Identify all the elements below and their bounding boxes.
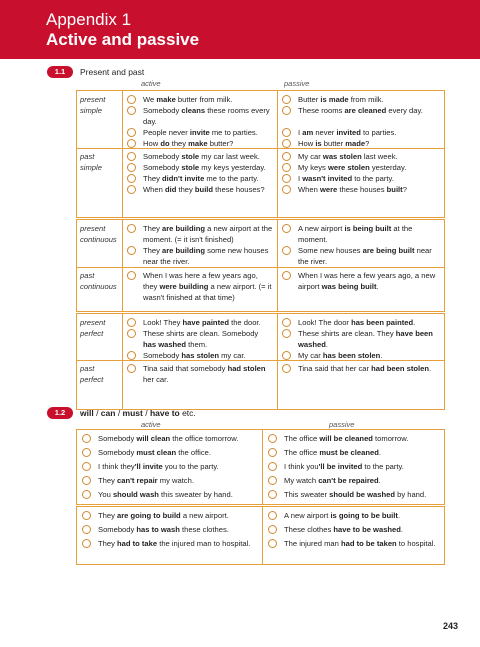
active-example — [82, 475, 258, 486]
bullet-circle-icon — [282, 271, 291, 280]
column-divider — [277, 220, 278, 311]
example-sentence: When were these houses built? — [298, 185, 407, 194]
example-sentence: They are building some new houses near the river. — [143, 246, 269, 266]
bullet-circle-icon — [268, 434, 277, 443]
bullet-circle-icon — [268, 448, 277, 457]
active-example — [127, 105, 273, 127]
bullet-circle-icon — [82, 448, 91, 457]
table-perfect — [76, 313, 445, 410]
example-sentence: A new airport is being built at the moment. — [298, 224, 413, 244]
example-sentence: This sweater should be washed by hand. — [284, 490, 427, 499]
example-sentence: Look! They have painted the door. — [143, 318, 261, 327]
example-sentence: When I was here a few years ago, they were building a new airport. (= it wasn't finished at that time) — [143, 271, 272, 302]
bullet-circle-icon — [127, 163, 136, 172]
bullet-circle-icon — [282, 163, 291, 172]
passive-heading: passive — [284, 79, 310, 88]
active-example — [127, 245, 273, 267]
bullet-circle-icon — [282, 364, 291, 373]
bullet-circle-icon — [268, 539, 277, 548]
example-sentence: Somebody stole my keys yesterday. — [143, 163, 266, 172]
example-sentence: The injured man had to be taken to hospital. — [284, 539, 436, 548]
bullet-circle-icon — [82, 525, 91, 534]
example-sentence: Somebody must clean the office. — [98, 448, 211, 457]
bullet-circle-icon — [282, 224, 291, 233]
active-heading-2: active — [141, 420, 161, 429]
section-title-1-1: Present and past — [80, 67, 145, 77]
tense-label: past perfect — [80, 364, 104, 384]
active-example — [127, 173, 273, 184]
active-example — [82, 524, 258, 535]
example-sentence: Tina said that somebody had stolen her car. — [143, 364, 266, 384]
bullet-circle-icon — [282, 174, 291, 183]
passive-example — [282, 162, 440, 173]
bullet-circle-icon — [127, 271, 136, 280]
bullet-circle-icon — [127, 139, 136, 148]
example-sentence: Somebody has stolen my car. — [143, 351, 246, 360]
example-sentence: I think you'll be invited to the party. — [284, 462, 404, 471]
column-divider — [262, 507, 263, 564]
passive-example — [268, 524, 440, 535]
bullet-circle-icon — [268, 525, 277, 534]
active-example — [82, 447, 258, 458]
active-example — [82, 489, 258, 500]
column-divider — [122, 91, 123, 217]
bullet-circle-icon — [82, 511, 91, 520]
bullet-circle-icon — [282, 185, 291, 194]
bullet-circle-icon — [282, 329, 291, 338]
table-modals — [76, 429, 445, 505]
table-going-to — [76, 506, 445, 565]
example-sentence: They are going to build a new airport. — [98, 511, 229, 520]
table-present-past-simple — [76, 90, 445, 218]
example-sentence: When did they build these houses? — [143, 185, 265, 194]
bullet-circle-icon — [282, 139, 291, 148]
active-example — [82, 538, 258, 549]
appendix-header — [0, 0, 480, 59]
example-sentence: A new airport is going to be built. — [284, 511, 401, 520]
active-example — [82, 461, 258, 472]
example-sentence: How is butter made? — [298, 139, 370, 148]
bullet-circle-icon — [282, 128, 291, 137]
example-sentence: Look! The door has been painted. — [298, 318, 416, 327]
active-example — [82, 433, 258, 444]
passive-example — [268, 510, 440, 521]
example-sentence: I think they'll invite you to the party. — [98, 462, 219, 471]
bullet-circle-icon — [127, 185, 136, 194]
section-badge-1-2: 1.2 — [47, 407, 73, 419]
page-number: 243 — [442, 621, 458, 631]
example-sentence: My car was stolen last week. — [298, 152, 398, 161]
column-divider — [262, 430, 263, 504]
example-sentence: How do they make butter? — [143, 139, 234, 148]
column-divider — [122, 220, 123, 311]
divider — [77, 360, 444, 361]
active-example — [127, 270, 273, 303]
bullet-circle-icon — [268, 511, 277, 520]
bullet-circle-icon — [127, 128, 136, 137]
divider — [77, 267, 444, 268]
example-sentence: You should wash this sweater by hand. — [98, 490, 233, 499]
active-example — [127, 223, 273, 245]
example-sentence: We make butter from milk. — [143, 95, 233, 104]
bullet-circle-icon — [82, 539, 91, 548]
tense-label: present simple — [80, 95, 106, 115]
example-sentence: People never invite me to parties. — [143, 128, 258, 137]
example-sentence: They had to take the injured man to hospital. — [98, 539, 251, 548]
active-example — [82, 510, 258, 521]
active-example — [127, 162, 273, 173]
bullet-circle-icon — [127, 152, 136, 161]
active-example — [127, 94, 273, 105]
example-sentence: These shirts are clean. Somebody has washed them. — [143, 329, 259, 349]
bullet-circle-icon — [282, 95, 291, 104]
passive-example — [282, 245, 440, 267]
example-sentence: My keys were stolen yesterday. — [298, 163, 407, 172]
column-divider — [277, 91, 278, 217]
passive-example — [282, 151, 440, 162]
example-sentence: Butter is made from milk. — [298, 95, 384, 104]
example-sentence: The office will be cleaned tomorrow. — [284, 434, 409, 443]
example-sentence: Some new houses are being built near the river. — [298, 246, 432, 266]
bullet-circle-icon — [282, 246, 291, 255]
bullet-circle-icon — [268, 476, 277, 485]
column-divider — [122, 314, 123, 409]
example-sentence: These shirts are clean. They have been washed. — [298, 329, 433, 349]
active-example — [127, 184, 273, 195]
passive-example — [268, 538, 440, 549]
example-sentence: Somebody will clean the office tomorrow. — [98, 434, 239, 443]
passive-example — [268, 461, 440, 472]
active-example — [127, 317, 273, 328]
bullet-circle-icon — [127, 351, 136, 360]
passive-example — [282, 127, 440, 138]
bullet-circle-icon — [127, 246, 136, 255]
passive-example — [268, 475, 440, 486]
example-sentence: They can't repair my watch. — [98, 476, 194, 485]
bullet-circle-icon — [82, 490, 91, 499]
bullet-circle-icon — [127, 329, 136, 338]
tense-label: past continuous — [80, 271, 117, 291]
passive-example — [282, 363, 440, 374]
tense-label: present perfect — [80, 318, 106, 338]
tense-label: present continuous — [80, 224, 117, 244]
passive-example — [268, 489, 440, 500]
bullet-circle-icon — [82, 462, 91, 471]
column-divider — [277, 314, 278, 409]
active-heading: active — [141, 79, 161, 88]
passive-example — [282, 317, 440, 328]
example-sentence: Somebody has to wash these clothes. — [98, 525, 229, 534]
bullet-circle-icon — [282, 318, 291, 327]
example-sentence: Somebody stole my car last week. — [143, 152, 260, 161]
bullet-circle-icon — [82, 476, 91, 485]
active-example — [127, 151, 273, 162]
section-badge-1-1: 1.1 — [47, 66, 73, 78]
table-continuous — [76, 219, 445, 312]
bullet-circle-icon — [282, 351, 291, 360]
example-sentence: My watch can't be repaired. — [284, 476, 381, 485]
example-sentence: These clothes have to be washed. — [284, 525, 404, 534]
example-sentence: The office must be cleaned. — [284, 448, 381, 457]
divider — [77, 148, 444, 149]
section-title-1-2: will / can / must / have to etc. — [80, 408, 196, 418]
example-sentence: When I was here a few years ago, a new airport was being built. — [298, 271, 436, 291]
example-sentence: I wasn't invited to the party. — [298, 174, 394, 183]
passive-example — [282, 105, 440, 116]
example-sentence: I am never invited to parties. — [298, 128, 397, 137]
active-example — [127, 127, 273, 138]
bullet-circle-icon — [127, 224, 136, 233]
bullet-circle-icon — [268, 490, 277, 499]
example-sentence: Tina said that her car had been stolen. — [298, 364, 432, 373]
passive-example — [282, 94, 440, 105]
example-sentence: My car has been stolen. — [298, 351, 383, 360]
example-sentence: These rooms are cleaned every day. — [298, 106, 423, 115]
bullet-circle-icon — [282, 152, 291, 161]
bullet-circle-icon — [127, 95, 136, 104]
bullet-circle-icon — [268, 462, 277, 471]
passive-heading-2: passive — [329, 420, 355, 429]
bullet-circle-icon — [127, 364, 136, 373]
appendix-subtitle: Active and passive — [46, 30, 200, 49]
passive-example — [282, 270, 440, 292]
passive-example — [282, 173, 440, 184]
bullet-circle-icon — [127, 106, 136, 115]
example-sentence: Somebody cleans these rooms every day. — [143, 106, 270, 126]
passive-example — [282, 223, 440, 245]
active-example — [127, 363, 273, 385]
appendix-title: Appendix 1 — [46, 10, 132, 29]
active-example — [127, 328, 273, 350]
example-sentence: They are building a new airport at the moment. (= it isn't finished) — [143, 224, 273, 244]
bullet-circle-icon — [282, 106, 291, 115]
example-sentence: They didn't invite me to the party. — [143, 174, 259, 183]
passive-example — [282, 328, 440, 350]
bullet-circle-icon — [127, 174, 136, 183]
passive-example — [282, 184, 440, 195]
passive-example — [268, 433, 440, 444]
bullet-circle-icon — [127, 318, 136, 327]
tense-label: past simple — [80, 152, 102, 172]
bullet-circle-icon — [82, 434, 91, 443]
passive-example — [268, 447, 440, 458]
